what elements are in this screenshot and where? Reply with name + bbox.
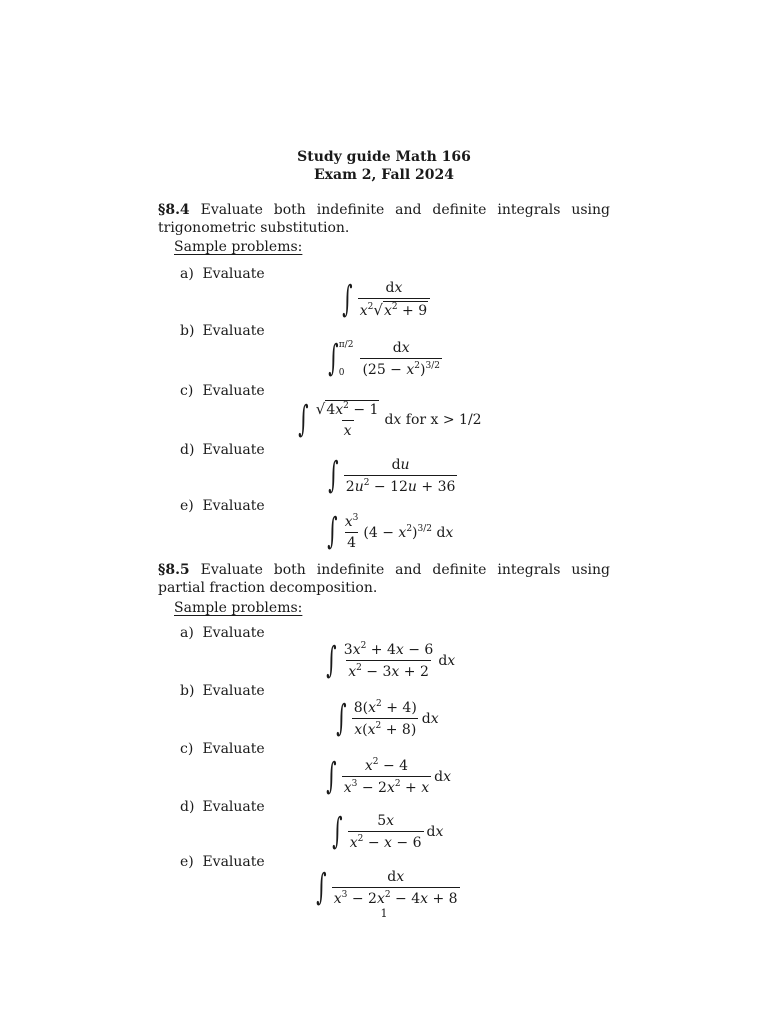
problem-label: c) <box>180 741 194 757</box>
section-8-4-text: Evaluate both indefinite and definite integrals using trigonometric substitution. <box>158 202 610 236</box>
problem-label: c) <box>180 383 194 399</box>
fraction: $\frac{x^3}{4}$ <box>344 513 359 551</box>
integral-8-4-a <box>340 280 433 319</box>
document-subtitle: Exam 2, Fall 2024 <box>314 167 454 183</box>
integral-sign: ∫ <box>328 338 339 379</box>
integral-8-5-d: ∫ $\frac{5x}{x^2 - x - 6}$ dx <box>332 811 444 852</box>
fraction: $\frac{dx}{x^3 - 2x^2 - 4x + 8}$ <box>333 869 458 907</box>
problem-label: b) <box>180 323 195 339</box>
section-8-5-text: Evaluate both indefinite and definite integrals using partial fraction decomposition. <box>158 562 610 596</box>
problem-text: Evaluate <box>202 799 265 815</box>
integral-sign: ∫ <box>342 278 353 320</box>
fraction: $\frac{x^2 - 4}{x^3 - 2x^2 + x}$ <box>343 757 430 796</box>
fraction: √ $4x^2 - 1$ x <box>315 400 379 439</box>
fraction: $\frac{5x}{x^2 - x - 6}$ <box>349 813 422 851</box>
condition-text: for x > 1/2 <box>405 411 482 428</box>
fraction: $\frac{8(x^2 + 4)}{x(x^2 + 8)}$ <box>353 699 417 738</box>
problem-text: Evaluate <box>202 683 265 699</box>
problem-8-5-c <box>180 741 265 757</box>
fraction: $\frac{dx}{(25 - x^2)^{3/2}}$ <box>362 340 440 378</box>
section-8-4-sample-label: Sample problems: <box>174 239 303 255</box>
problem-text: Evaluate <box>202 741 265 757</box>
section-8-4-intro <box>158 201 610 237</box>
page-number: 1 <box>380 907 388 920</box>
problem-8-4-e <box>180 498 265 514</box>
fraction: $\frac{3x^2 + 4x - 6}{x^2 - 3x + 2}$ <box>343 641 434 680</box>
integral-limits: π/2 0 <box>338 340 354 378</box>
section-8-5-intro <box>158 561 610 597</box>
section-8-5-sample-label: Sample problems: <box>174 600 303 616</box>
integral-8-4-e: ∫ $\frac{x^3}{4}$ $(4 - x^2)^{3/2}$ dx <box>327 511 454 552</box>
problem-text: Evaluate <box>202 625 265 641</box>
integral-sign: ∫ <box>326 755 337 797</box>
problem-text: Evaluate <box>202 266 265 282</box>
problem-8-4-d <box>180 442 265 458</box>
problem-8-4-a <box>180 266 265 282</box>
problem-text: Evaluate <box>202 498 265 514</box>
integral-8-5-e <box>314 869 463 907</box>
problem-text: Evaluate <box>202 442 265 458</box>
problem-label: a) <box>180 266 194 282</box>
problem-8-5-d <box>180 799 265 815</box>
section-8-4-number: §8.4 <box>158 202 190 218</box>
document-title: Study guide Math 166 <box>297 149 471 165</box>
problem-8-4-c <box>180 383 265 399</box>
problem-text: Evaluate <box>202 383 265 399</box>
problem-8-4-b <box>180 323 265 339</box>
fraction: dx $x^2$ √ $x^2 + 9$ <box>358 280 430 319</box>
integral-8-4-d <box>326 457 460 495</box>
problem-text: Evaluate <box>202 323 265 339</box>
integral-sign: ∫ <box>298 398 309 440</box>
fraction: $\frac{du}{2u^2 - 12u + 36}$ <box>345 457 456 495</box>
problem-label: a) <box>180 625 194 641</box>
integral-sign: ∫ <box>336 697 347 739</box>
section-8-5-number: §8.5 <box>158 562 190 578</box>
problem-label: e) <box>180 498 194 514</box>
integral-8-5-b: ∫ $\frac{8(x^2 + 4)}{x(x^2 + 8)}$ dx <box>336 697 439 739</box>
problem-label: e) <box>180 854 194 870</box>
problem-label: d) <box>180 442 195 458</box>
problem-label: b) <box>180 683 195 699</box>
integral-sign: ∫ <box>328 455 339 496</box>
integral-8-5-a: ∫ $\frac{3x^2 + 4x - 6}{x^2 - 3x + 2}$ dx <box>326 639 456 681</box>
integral-sign: ∫ <box>327 511 338 552</box>
integral-sign: ∫ <box>316 867 327 908</box>
problem-8-5-a <box>180 625 265 641</box>
problem-text: Evaluate <box>202 854 265 870</box>
integral-8-4-b <box>326 340 445 378</box>
problem-label: d) <box>180 799 195 815</box>
integral-8-4-c: ∫ √ $4x^2 - 1$ x dx for x > 1/2 <box>298 398 482 440</box>
integral-sign: ∫ <box>332 811 343 852</box>
integral-8-5-c: ∫ $\frac{x^2 - 4}{x^3 - 2x^2 + x}$ dx <box>326 755 452 797</box>
problem-8-5-b <box>180 683 265 699</box>
problem-8-5-e <box>180 854 265 870</box>
integral-sign: ∫ <box>326 639 337 681</box>
